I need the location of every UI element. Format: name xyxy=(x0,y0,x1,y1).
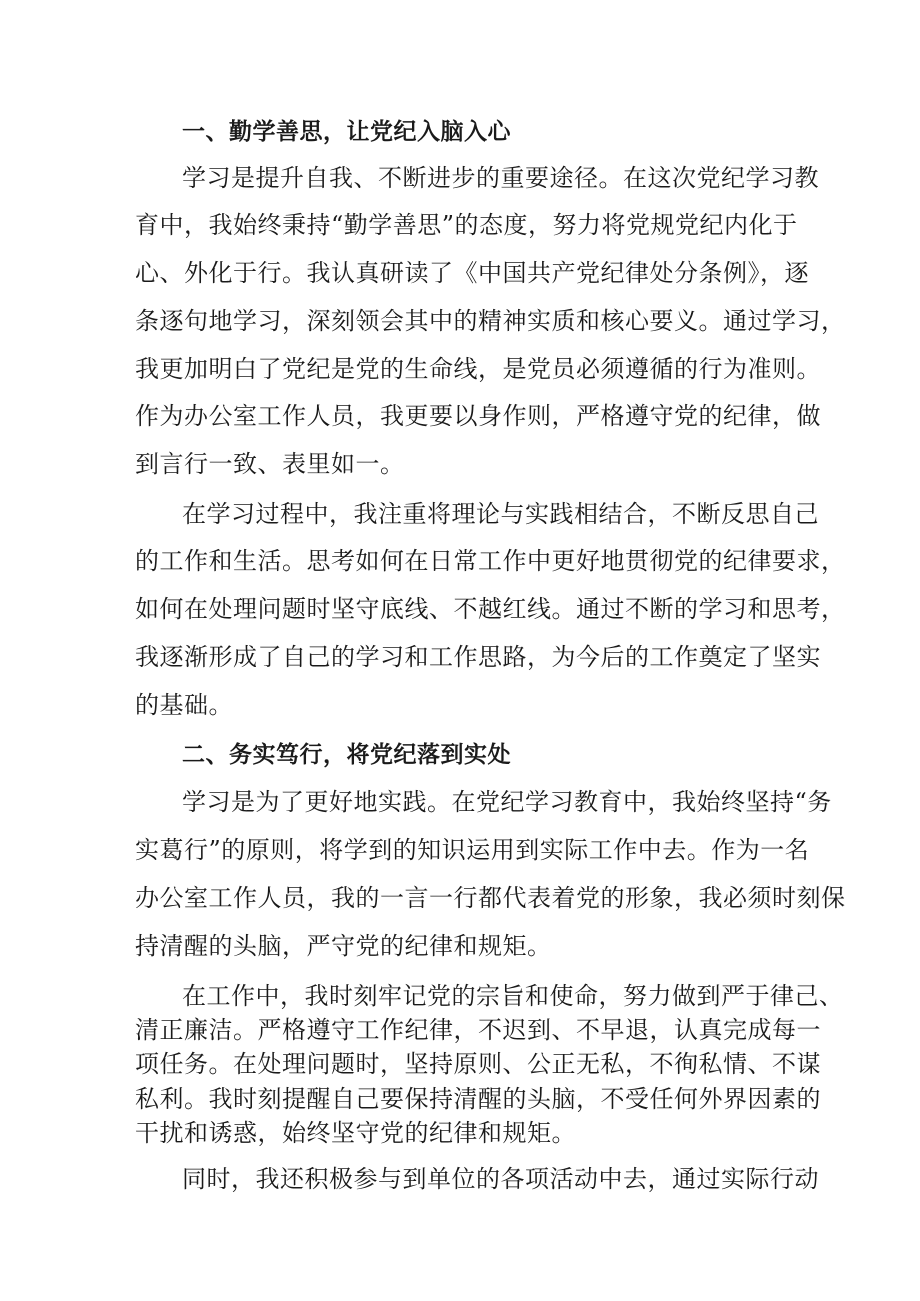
paragraph-line: 如何在处理问题时坚守底线、不越红线。通过不断的学习和思考， xyxy=(135,595,846,623)
section-1-heading: 一、勤学善思，让党纪入脑入心 xyxy=(182,119,511,145)
paragraph-line: 持清醒的头脑，严守党的纪律和规矩。 xyxy=(135,932,552,960)
paragraph-line: 实葛行”的原则，将学到的知识运用到实际工作中去。作为一名 xyxy=(135,836,810,864)
paragraph-line: 私利。我时刻提醒自己要保持清醒的头脑，不受任何外界因素的 xyxy=(135,1085,821,1113)
paragraph-line: 条逐句地学习，深刻领会其中的精神实质和核心要义。通过学习， xyxy=(135,307,846,335)
paragraph-line: 在工作中，我时刻牢记党的宗旨和使命，努力做到严于律己、 xyxy=(182,982,844,1010)
paragraph-line: 的工作和生活。思考如何在日常工作中更好地贯彻党的纪律要求， xyxy=(135,547,846,575)
paragraph-line: 同时，我还积极参与到单位的各项活动中去，通过实际行动 xyxy=(182,1165,819,1193)
paragraph-line: 学习是提升自我、不断进步的重要途径。在这次党纪学习教 xyxy=(182,164,819,192)
paragraph-line: 项任务。在处理问题时，坚持原则、公正无私，不徇私情、不谋 xyxy=(135,1050,821,1078)
paragraph-line: 心、外化于行。我认真研读了《中国共产党纪律处分条例》，逐 xyxy=(135,259,809,287)
paragraph-line: 作为办公室工作人员，我更要以身作则，严格遵守党的纪律，做 xyxy=(135,402,821,430)
paragraph-line: 到言行一致、表里如一。 xyxy=(135,450,405,478)
paragraph-line: 我更加明白了党纪是党的生命线，是党员必须遵循的行为准则。 xyxy=(135,355,821,383)
paragraph-line: 我逐渐形成了自己的学习和工作思路，为今后的工作奠定了坚实 xyxy=(135,643,821,671)
section-2-heading: 二、务实笃行，将党纪落到实处 xyxy=(182,742,511,768)
paragraph-line: 在学习过程中，我注重将理论与实践相结合，不断反思自己 xyxy=(182,500,819,528)
paragraph-line: 办公室工作人员，我的一言一行都代表着党的形象，我必须时刻保 xyxy=(135,884,846,912)
paragraph-line: 学习是为了更好地实践。在党纪学习教育中，我始终坚持“务 xyxy=(182,788,832,816)
paragraph-line: 干扰和诱惑，始终坚守党的纪律和规矩。 xyxy=(135,1119,576,1147)
paragraph-line: 的基础。 xyxy=(135,691,233,719)
paragraph-line: 清正廉洁。严格遵守工作纪律，不迟到、不早退，认真完成每一 xyxy=(135,1016,821,1044)
paragraph-line: 育中，我始终秉持“勤学善思”的态度，努力将党规党纪内化于 xyxy=(135,211,798,239)
